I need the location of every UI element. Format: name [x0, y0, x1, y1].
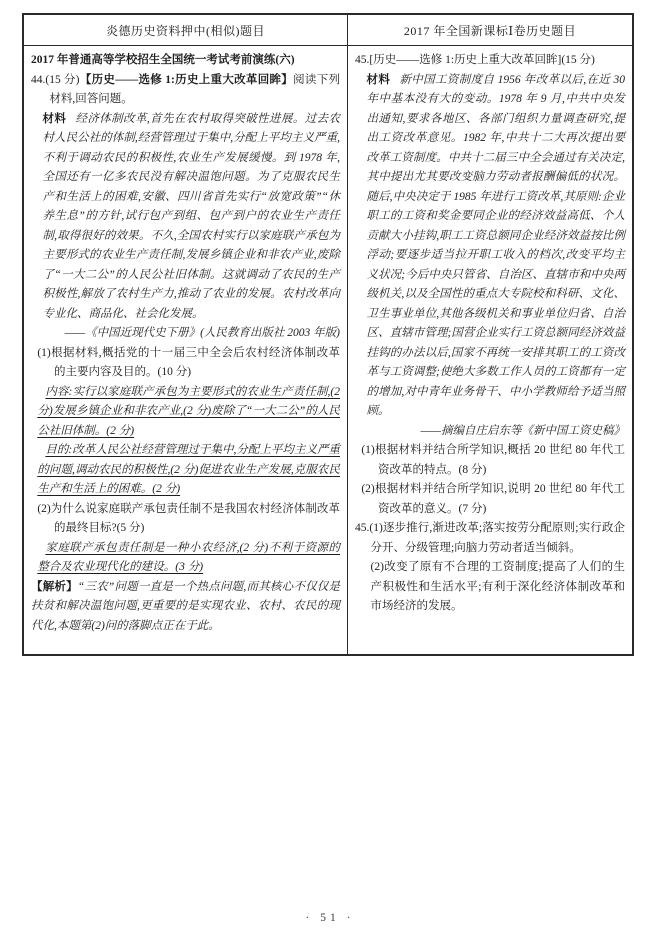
question-44-parts [37, 344, 340, 578]
material-label-right: 材料 [366, 73, 391, 86]
left-column-cell [24, 46, 348, 654]
answer-44-part1-content: 内容:实行以家庭联产承包为主要形式的农业生产责任制,(2 分)发展乡镇企业和非农产业,(2 分)废除了“一大二公”的人民公社旧体制。(2 分) [37, 385, 340, 437]
question-45-parts [361, 441, 625, 519]
question-44-module: 【历史——选修 1:历史上重大改革回眸】 [79, 73, 294, 86]
question-45-material [367, 71, 626, 422]
right-column-cell [348, 46, 632, 654]
question-44-intro [31, 71, 340, 110]
answer-45-number: 45. [355, 522, 370, 534]
question-44-part2: (2)为什么说家庭联产承包责任制不是我国农村经济体制改革的最终目标?(5 分) [37, 502, 340, 534]
header-right-cell [348, 15, 632, 45]
material-source-right: ——摘编自庄启东等《新中国工资史稿》 [420, 424, 625, 437]
analysis-44 [31, 578, 340, 637]
question-44-number: 44.(15 分) [31, 73, 80, 86]
analysis-text: “三农”问题一直是一个热点问题,而其核心不仅仅是扶贫和解决温饱问题,更重要的是实现农业、农村、农民的现代化,本题第(2)问的落脚点正在于此。 [31, 580, 341, 632]
material-text-left: 经济体制改革,首先在农村取得突破性进展。过去农村人民公社的体制,经营管理过于集中,分配上平均主义严重,不利于调动农民的积极性,农业生产发展缓慢。到 1978 年,全国还有一亿多农民没有解决温饱问题。为了克服农民生产和生活上的困难,安徽、四川省首先实行“放宽政策”“休养生息”的方针,试行包产到组、包产到户的农业生产责任制,取得很好的效果。不久,全国农村实行以家庭联产承包为主要形式的农业生产责任制,发展乡镇企业和非农产业,废除了“一大二公”的人民公社旧体制。这就调动了农民的生产积极性,解放了农村生产力,推动了农业的发展。农村改革向专业化、商品化、社会化发展。 [42, 112, 341, 320]
material-text-right: 新中国工资制度自 1956 年改革以后,在近 30 年中基本没有大的变动。1978 年 9 月,中共中央发出通知,要求各地区、各部门组织力量调查研究,提出工资改革意见。1982 年,中共十二大再次提出要改革工资制度。中共十二届三中全会通过有关决定,其中提出尤其要改变脑力劳动者报酬偏低的状况。随后,中央决定于 1985 年进行工资改革,其原则:企业职工的工资和奖金要同企业的经济效益高低、个人贡献大小挂钩,职工工资总额同企业经济效益按比例浮动;要逐步适当拉开职工收入的档次,改变平均主义状况;今后中央只管省、自治区、直辖市和中央两级机关,以及全国性的重点大专院校和科研、文化、卫生事业单位,其他各级机关和事业单位归省、自治区、直辖市管理;国营企业实行工资总额同经济效益挂钩的办法以后,国家不再统一安排其职工的工资改革与工资调整;使绝大多数工作人员的工资都有一定的增加,对中青年业务骨干、中小学教师给予适当照顾。 [366, 73, 626, 417]
material-source-left: ——《中国近现代史下册》(人民教育出版社 2003 年版) [64, 327, 340, 339]
page-number: · 51 · [305, 912, 355, 924]
table-header-row [24, 15, 632, 46]
exam-title: 2017 年普通高等学校招生全国统一考试考前演练(六) [31, 54, 295, 66]
question-44-part1: (1)根据材料,概括党的十一届三中全会后农村经济体制改革的主要内容及目的。(10 分) [37, 346, 340, 378]
question-44-material [43, 110, 341, 325]
answer-45-part2: (2)改变了原有不合理的工资制度;提高了人们的生产积极性和生活水平;有利于深化经济体制改革和市场经济的发展。 [370, 561, 625, 612]
question-44-instruction: 阅读下列材料,回答问题。 [49, 73, 340, 105]
question-45-heading: 45.[历史——选修 1:历史上重大改革回眸](15 分) [355, 54, 595, 66]
table-content-row [24, 46, 632, 654]
header-left-cell [24, 15, 348, 45]
analysis-label: 【解析】 [31, 580, 78, 593]
material-label-left: 材料 [42, 112, 67, 125]
header-left-title: 炎德历史资料押中(相似)题目 [106, 23, 265, 38]
header-right-title: 2017 年全国新课标Ⅰ卷历史题目 [403, 23, 577, 38]
answer-44-part1-purpose: 目的:改革人民公社经营管理过于集中,分配上平均主义严重的问题,调动农民的积极性,(2 分)促进农业生产发展,克服农民生产和生活上的困难。(2 分) [37, 444, 340, 495]
answer-45-part1-text: (1)逐步推行,渐进改革;落实按劳分配原则;实行政企分开、分级管理;向脑力劳动者适当倾斜。 [369, 522, 625, 554]
answer-45-part1 [355, 519, 625, 558]
question-45-part2: (2)根据材料并结合所学知识,说明 20 世纪 80 年代工资改革的意义。(7 分) [361, 483, 625, 515]
answer-44-part2: 家庭联产承包责任制是一种小农经济,(2 分)不利于资源的整合及农业现代化的建设。(3 分) [37, 541, 340, 573]
answer-45 [355, 519, 625, 617]
comparison-table [22, 13, 634, 656]
question-45-part1: (1)根据材料并结合所学知识,概括 20 世纪 80 年代工资改革的特点。(8 分) [361, 444, 625, 476]
